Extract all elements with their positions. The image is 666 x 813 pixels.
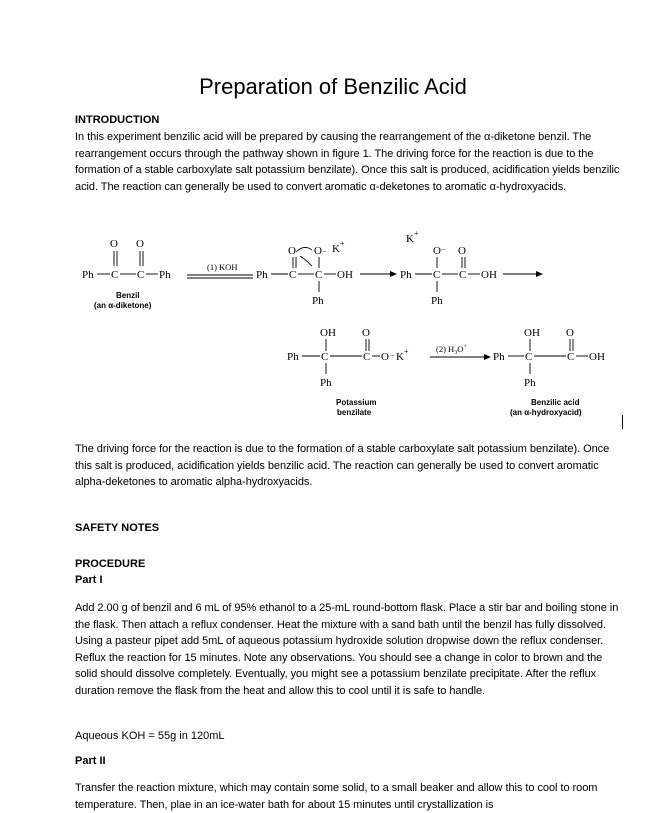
svg-text:Ph: Ph xyxy=(431,295,443,307)
svg-text:C: C xyxy=(137,269,145,281)
koh-note: Aqueous KOH = 55g in 120mL xyxy=(75,730,225,742)
svg-text:C: C xyxy=(363,351,371,363)
part-2-heading: Part II xyxy=(75,755,106,767)
svg-text:C: C xyxy=(111,269,119,281)
introduction-paragraph: In this experiment benzilic acid will be prepared by causing the rearrangement of the α-diketone benzil. The rearrangement occurs through the pathway shown in figure 1. The driving force for the reaction is due to the formation of a stable carboxylate salt potassium benzilate). Once this salt is produced, acidification yields benzilic acid. The reaction can generally be used to convert aromatic α-deketones to aromatic α-hydroxyacids. xyxy=(75,131,620,193)
svg-text:Ph: Ph xyxy=(312,295,324,307)
svg-text:Ph: Ph xyxy=(524,377,536,389)
page-title: Preparation of Benzilic Acid xyxy=(199,74,467,99)
potassium-benzilate-structure xyxy=(287,327,409,417)
svg-text:O: O xyxy=(566,327,574,339)
svg-text:+: + xyxy=(404,347,409,356)
svg-text:−: − xyxy=(390,351,395,360)
benzil-o2: O xyxy=(136,238,144,250)
benzil-ph-right: Ph xyxy=(159,269,171,281)
text-cursor xyxy=(622,415,623,429)
procedure-heading: PROCEDURE xyxy=(75,558,146,570)
svg-text:O: O xyxy=(314,245,322,257)
benzilate-o-minus: O xyxy=(381,351,389,363)
svg-text:K: K xyxy=(406,233,414,245)
int1-o: O xyxy=(288,245,296,257)
svg-text:OH: OH xyxy=(320,327,336,339)
svg-text:O: O xyxy=(433,245,441,257)
svg-text:OH: OH xyxy=(481,269,497,281)
benzil-label: Benzil xyxy=(116,291,140,300)
svg-text:C: C xyxy=(567,351,575,363)
part-1-heading: Part I xyxy=(75,574,103,586)
svg-text:+: + xyxy=(340,239,345,248)
reagent-h3o: (2) $H_3O^+$ xyxy=(436,344,467,356)
svg-text:OH: OH xyxy=(589,351,605,363)
intermediate-1-structure xyxy=(256,239,353,307)
reaction-scheme xyxy=(70,226,630,426)
benzilate-k-plus: K xyxy=(396,351,404,363)
svg-text:Ph: Ph xyxy=(320,377,332,389)
svg-text:OH: OH xyxy=(524,327,540,339)
benzil-structure xyxy=(82,238,171,310)
benzil-ph-left: Ph xyxy=(82,269,94,281)
svg-text:Ph: Ph xyxy=(400,269,412,281)
svg-text:K: K xyxy=(332,243,340,255)
svg-text:C: C xyxy=(433,269,441,281)
svg-text:C: C xyxy=(525,351,533,363)
svg-text:−: − xyxy=(322,247,327,256)
svg-text:+: + xyxy=(414,229,419,238)
svg-text:Ph: Ph xyxy=(287,351,299,363)
svg-text:Ph: Ph xyxy=(493,351,505,363)
svg-text:O: O xyxy=(458,245,466,257)
svg-text:O: O xyxy=(362,327,370,339)
int1-oh: OH xyxy=(337,269,353,281)
svg-text:C: C xyxy=(459,269,467,281)
acid-label: Benzilic acid xyxy=(531,398,580,407)
part-2-paragraph: Transfer the reaction mixture, which may contain some solid, to a small beaker and allow this to cool to room temperature. Then, plae in an ice-water bath for about 15 minutes until crystallization is xyxy=(75,782,598,811)
introduction-heading: INTRODUCTION xyxy=(75,114,160,126)
svg-text:Ph: Ph xyxy=(256,269,268,281)
benzil-o1: O xyxy=(110,238,118,250)
reagent-koh: (1) KOH xyxy=(207,262,238,272)
svg-text:−: − xyxy=(441,245,446,254)
svg-text:C: C xyxy=(289,269,297,281)
acid-description: (an α-hydroxyacid) xyxy=(510,408,582,417)
safety-notes-heading: SAFETY NOTES xyxy=(75,522,160,534)
intermediate-2-structure xyxy=(400,229,497,307)
svg-text:C: C xyxy=(315,269,323,281)
driving-force-paragraph: The driving force for the reaction is due to the formation of a stable carboxylate salt potassium benzilate). Once this salt is produced, acidification yields benzilic acid. The reaction can generally be used to convert aromatic alpha-deketones to aromatic alpha-hydroxyacids. xyxy=(75,443,610,488)
part-1-paragraph: Add 2.00 g of benzil and 6 mL of 95% ethanol to a 25-mL round-bottom flask. Place a stir bar and boiling stone in the flask. Then attach a reflux condenser. Heat the mixture with a sand bath until the benzil has fully dissolved. Using a pasteur pipet add 5mL of aqueous potassium hydroxide solution dropwise down the reflux condenser. Reflux the reaction for 15 minutes. Note any observations. You should see a change in color to brown and the solid should dissolve completely. Eventually, you might see a potassium benzilate precipitate. After the reflux duration remove the flask from the heat and allow this to cool until it is safe to handle. xyxy=(75,602,619,697)
salt-label-line2: benzilate xyxy=(337,408,372,417)
benzil-description: (an α-diketone) xyxy=(94,301,152,310)
salt-label-line1: Potassium xyxy=(336,398,377,407)
svg-text:C: C xyxy=(321,351,329,363)
benzilic-acid-structure xyxy=(493,327,605,417)
